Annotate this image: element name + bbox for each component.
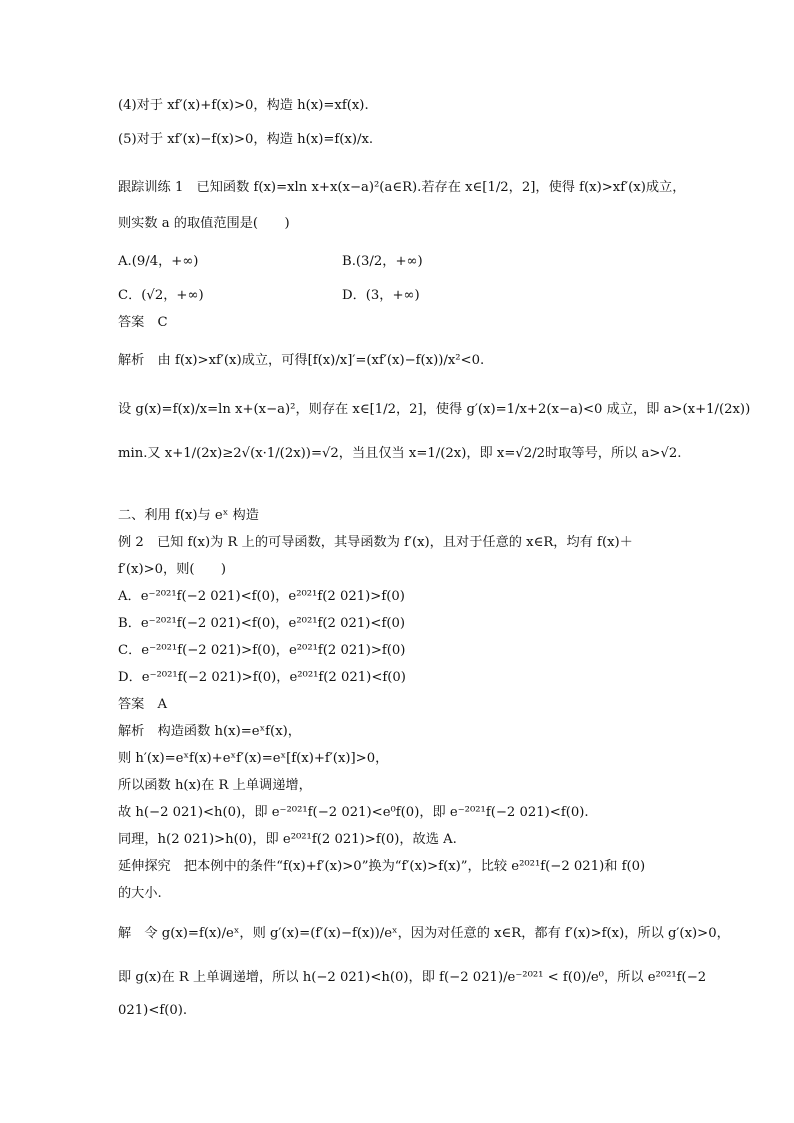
section-heading: 二、利用 f(x)与 eˣ 构造 [118, 508, 259, 523]
analysis-2-line-2: 则 h′(x)=eˣf(x)+eˣf′(x)=eˣ[f(x)+f′(x)]>0， [118, 751, 389, 766]
analysis-1-line-3: min.又 x+1/(2x)≥2√(x·1/(2x))=√2，当且仅当 x=1/(2x)，即 x=√2/2时取等号，所以 a>√2. [118, 446, 682, 461]
analysis-1: 解析 由 f(x)>xf′(x)成立，可得[f(x)/x]′=(xf′(x)−f(x))/x²<0. [118, 353, 485, 368]
analysis-1-line-2: 设 g(x)=f(x)/x=ln x+(x−a)²，则存在 x∈[1/2，2]，使得 g′(x)=1/x+2(x−a)<0 成立，即 a>(x+1/(2x)) [118, 402, 751, 417]
choice-d: D．(3，+∞) [342, 288, 420, 303]
answer-1: 答案 C [118, 315, 168, 330]
extension-question: 延伸探究 把本例中的条件“f(x)+f′(x)>0”换为“f′(x)>f(x)”，比较 e²⁰²¹f(−2 021)和 f(0) [118, 859, 646, 874]
choice-a: A．e⁻²⁰²¹f(−2 021)<f(0)，e²⁰²¹f(2 021)>f(0) [118, 589, 405, 604]
example-2-stem: 例 2 已知 f(x)为 R 上的可导函数，其导函数为 f′(x)，且对于任意的 x∈R，均有 f(x)＋ [118, 535, 633, 550]
analysis-2-line-5: 同理，h(2 021)>h(0)，即 e²⁰²¹f(2 021)>f(0)，故选 A. [118, 832, 457, 847]
example-2-stem-cont: f′(x)>0，则( ) [118, 562, 227, 577]
choice-c: C．e⁻²⁰²¹f(−2 021)>f(0)，e²⁰²¹f(2 021)>f(0) [118, 643, 406, 658]
exercise-1-stem: 跟踪训练 1 已知函数 f(x)=xln x+x(x−a)²(a∈R).若存在 x∈[1/2，2]，使得 f(x)>xf′(x)成立， [118, 180, 686, 195]
solution-line-3: 021)<f(0). [118, 1003, 188, 1018]
text-line-5: (5)对于 xf′(x)−f(x)>0，构造 h(x)=f(x)/x. [118, 132, 374, 147]
answer-2: 答案 A [118, 697, 168, 712]
exercise-1-stem-cont: 则实数 a 的取值范围是( ) [118, 216, 290, 231]
solution-line-2: 即 g(x)在 R 上单调递增，所以 h(−2 021)<h(0)，即 f(−2 021)/e⁻²⁰²¹ < f(0)/e⁰，所以 e²⁰²¹f(−2 [118, 970, 707, 985]
analysis-2: 解析 构造函数 h(x)=eˣf(x)， [118, 724, 301, 739]
analysis-2-line-3: 所以函数 h(x)在 R 上单调递增， [118, 778, 312, 793]
solution-line-1: 解 令 g(x)=f(x)/eˣ，则 g′(x)=(f′(x)−f(x))/eˣ，因为对任意的 x∈R，都有 f′(x)>f(x)，所以 g′(x)>0， [118, 926, 730, 941]
analysis-2-line-4: 故 h(−2 021)<h(0)，即 e⁻²⁰²¹f(−2 021)<e⁰f(0)，即 e⁻²⁰²¹f(−2 021)<f(0). [118, 805, 589, 820]
choice-a: A.(9/4，+∞) [118, 254, 199, 269]
choice-b: B．e⁻²⁰²¹f(−2 021)<f(0)，e²⁰²¹f(2 021)<f(0) [118, 616, 406, 631]
text-line-4: (4)对于 xf′(x)+f(x)>0，构造 h(x)=xf(x). [118, 98, 369, 113]
choice-c: C．(√2，+∞) [118, 288, 204, 303]
choice-d: D．e⁻²⁰²¹f(−2 021)>f(0)，e²⁰²¹f(2 021)<f(0) [118, 670, 406, 685]
choice-b: B.(3/2，+∞) [342, 254, 423, 269]
extension-question-cont: 的大小. [118, 886, 162, 901]
